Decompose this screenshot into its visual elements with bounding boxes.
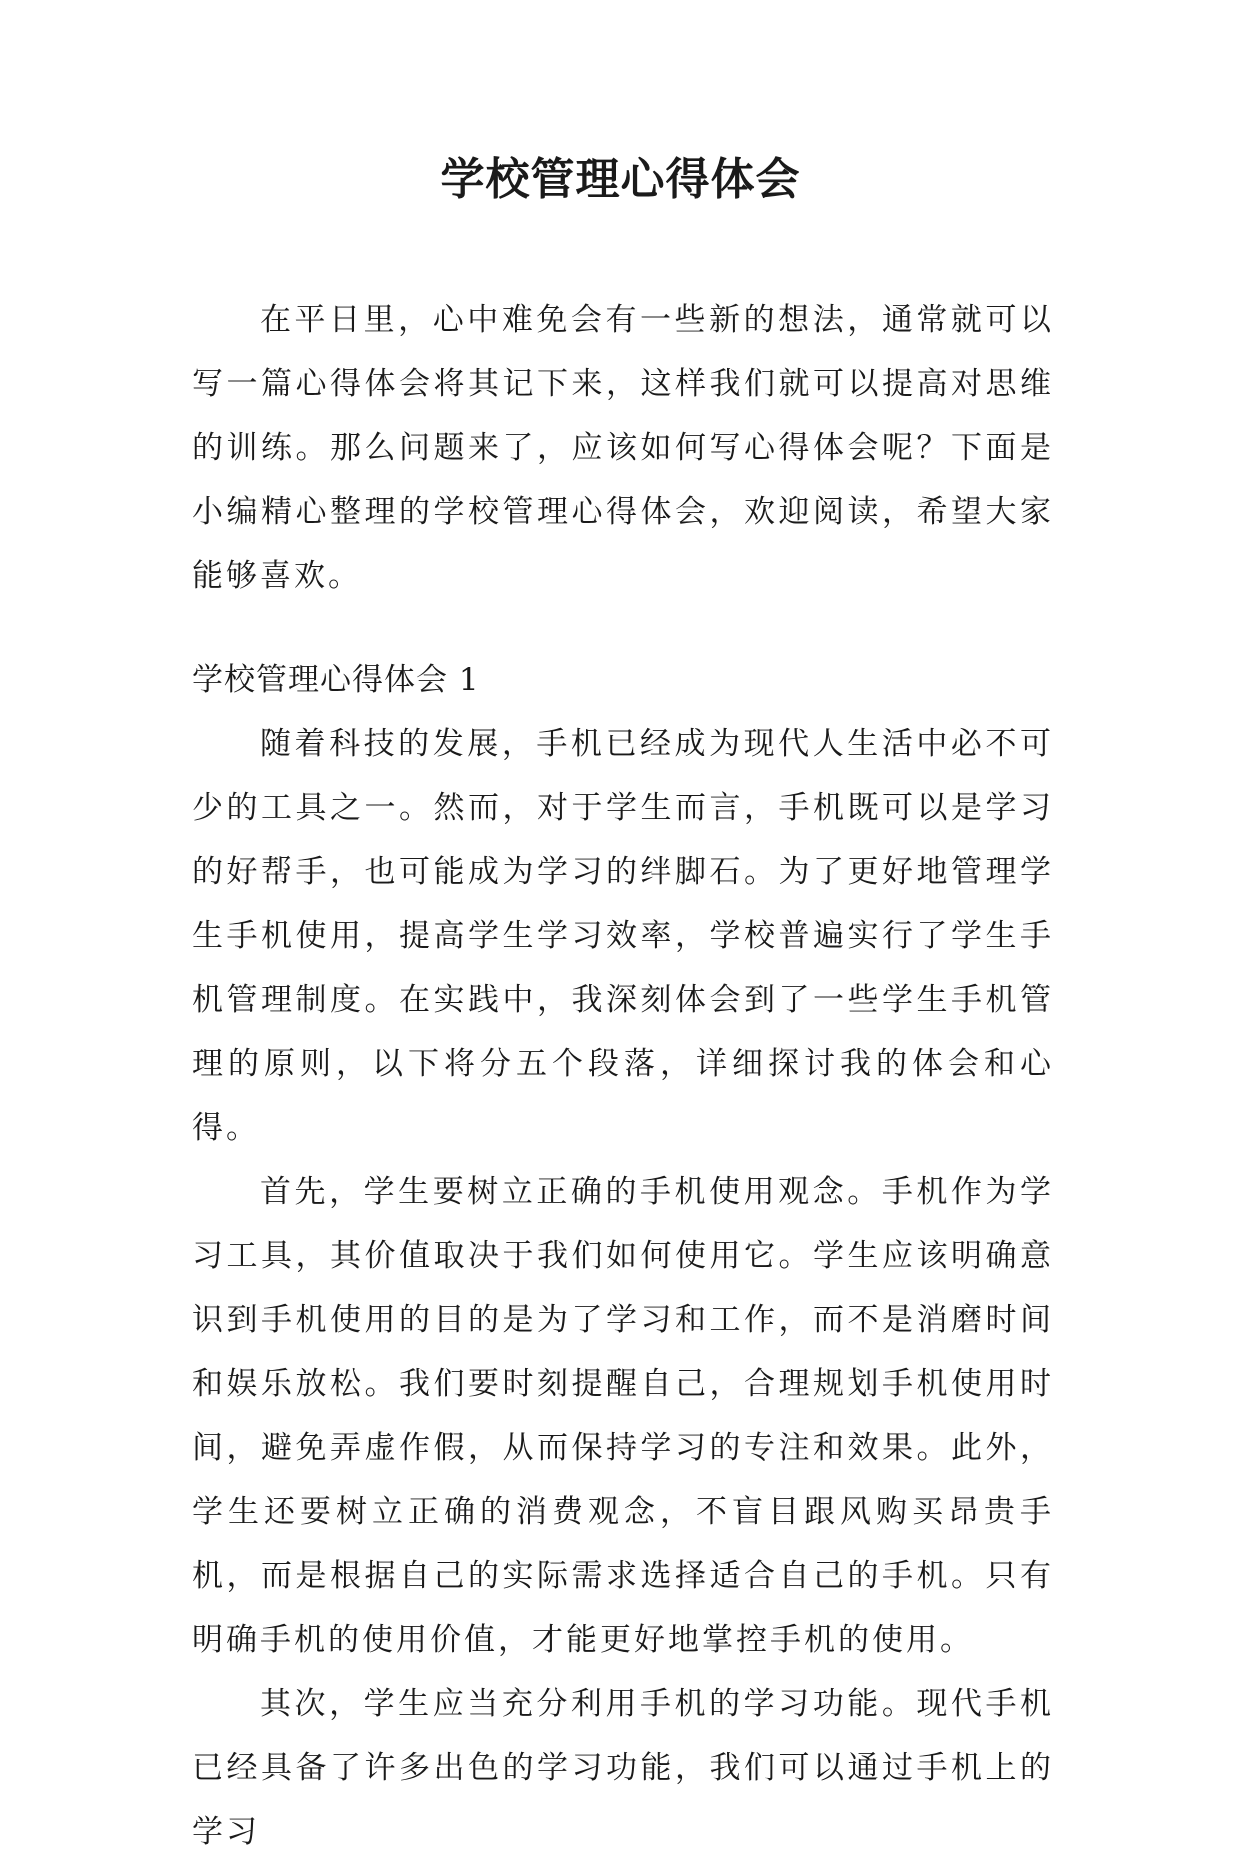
section-heading: 学校管理心得体会 1 (192, 662, 480, 698)
body-paragraph-2: 首先，学生要树立正确的手机使用观念。手机作为学习工具，其价值取决于我们如何使用它。学生应该明确意识到手机使用的目的是为了学习和工作，而不是消磨时间和娱乐放松。我们要时刻提醒自己，合理规划手机使用时间，避免弄虚作假，从而保持学习的专注和效果。此外，学生还要树立正确的消费观念，不盲目跟风购买昂贵手机，而是根据自己的实际需求选择适合自己的手机。只有明确手机的使用价值，才能更好地掌控手机的使用。 (192, 1174, 1054, 1658)
document-body (192, 288, 1054, 1864)
intro-paragraph: 在平日里，心中难免会有一些新的想法，通常就可以写一篇心得体会将其记下来，这样我们就可以提高对思维的训练。那么问题来了，应该如何写心得体会呢？下面是小编精心整理的学校管理心得体会，欢迎阅读，希望大家能够喜欢。 (192, 302, 1054, 594)
body-paragraph-3: 其次，学生应当充分利用手机的学习功能。现代手机已经具备了许多出色的学习功能，我们可以通过手机上的学习 (192, 1686, 1054, 1850)
body-paragraph-1: 随着科技的发展，手机已经成为现代人生活中必不可少的工具之一。然而，对于学生而言，手机既可以是学习的好帮手，也可能成为学习的绊脚石。为了更好地管理学生手机使用，提高学生学习效率，学校普遍实行了学生手机管理制度。在实践中，我深刻体会到了一些学生手机管理的原则，以下将分五个段落，详细探讨我的体会和心得。 (192, 726, 1054, 1146)
document-title: 学校管理心得体会 (440, 154, 801, 205)
